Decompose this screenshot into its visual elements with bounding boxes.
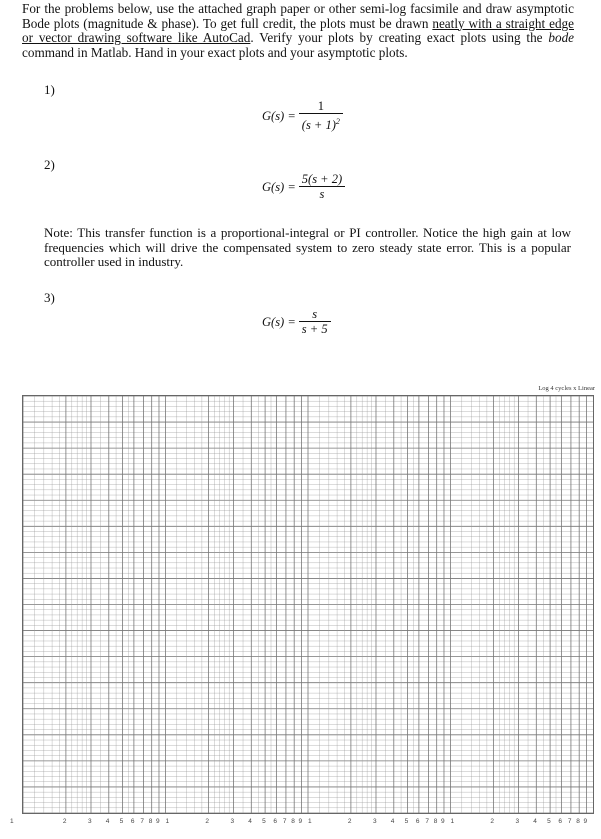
log-tick-label: 7 (425, 818, 430, 825)
log-tick-label: 8 (291, 818, 295, 825)
log-tick-label: 9 (583, 818, 588, 825)
log-tick-label: 5 (262, 818, 266, 825)
problem-3-fraction (299, 307, 331, 337)
log-tick-label: 1 (165, 818, 170, 825)
pi-controller-note: Note: This transfer function is a proportional-integral or PI controller. Notice the high gain at low frequencies which will drive the compensated system to zero steady state error. This is a popular controller used in industry. (44, 225, 571, 270)
problem-3-equation (262, 307, 331, 337)
semilog-graph-paper (22, 395, 594, 814)
log-tick-label: 9 (298, 818, 303, 825)
problem-3-lhs: G(s) = (262, 314, 296, 329)
log-tick-label: 2 (205, 818, 210, 825)
log-tick-label: 2 (347, 818, 352, 825)
log-tick-label: 6 (130, 818, 135, 825)
log-tick-label: 1 (10, 818, 14, 825)
log-tick-label: 6 (415, 818, 420, 825)
problem-1-exponent: 2 (335, 117, 340, 126)
log-tick-label: 5 (547, 818, 551, 825)
problem-2-denominator: s (319, 187, 325, 201)
problem-1-fraction (299, 99, 343, 133)
problem-3-number: 3) (44, 290, 55, 305)
log-tick-label: 3 (230, 818, 235, 825)
log-tick-label: 4 (390, 818, 395, 825)
log-tick-label: 5 (119, 818, 124, 825)
instructions-text-2: . Verify your plots by creating exact plots using the (250, 30, 549, 46)
problem-1-lhs: G(s) = (262, 108, 296, 123)
instructions-paragraph (22, 2, 574, 60)
problem-1-equation (262, 99, 343, 133)
log-tick-label: 8 (433, 818, 438, 825)
log-tick-label: 1 (450, 818, 455, 825)
log-tick-label: 2 (62, 818, 67, 825)
log-tick-label: 9 (155, 818, 160, 825)
problem-3-denominator: s + 5 (301, 322, 328, 336)
log-axis-tick-labels (0, 818, 601, 830)
log-tick-label: 4 (533, 818, 537, 825)
log-tick-label: 7 (140, 818, 145, 825)
log-tick-label: 4 (105, 818, 110, 825)
log-tick-label: 7 (282, 818, 287, 825)
log-tick-label: 3 (515, 818, 520, 825)
problem-2-equation (262, 172, 345, 202)
log-tick-label: 5 (404, 818, 409, 825)
problem-3-numerator: s (312, 307, 318, 321)
log-tick-label: 8 (576, 818, 580, 825)
problem-1-numerator: 1 (317, 99, 324, 113)
log-tick-label: 9 (440, 818, 445, 825)
problem-1-denominator-wrap (299, 114, 343, 133)
log-tick-label: 6 (273, 818, 277, 825)
problem-1-denominator: (s + 1) (301, 118, 336, 133)
semilog-grid (23, 396, 593, 813)
problem-2-fraction (299, 172, 345, 202)
log-tick-label: 6 (558, 818, 562, 825)
instructions-underlined: neatly with a straight edge or vector drawing software like AutoCad (22, 15, 574, 46)
log-tick-label: 3 (372, 818, 377, 825)
log-tick-label: 8 (148, 818, 153, 825)
problem-1-number: 1) (44, 82, 55, 97)
log-tick-label: 4 (248, 818, 252, 825)
log-tick-label: 3 (87, 818, 92, 825)
graph-paper-title: Log 4 cycles x Linear (538, 385, 595, 392)
log-tick-label: 2 (490, 818, 495, 825)
problem-2-lhs: G(s) = (262, 179, 296, 194)
bode-command: bode (548, 30, 575, 46)
instructions-text-1: For the problems below, use the attached graph paper or other semi-log facsimile and draw asymptotic Bode plots (magnitude & phase). To get full credit, the plots must be drawn (22, 1, 574, 31)
problem-2-numerator: 5(s + 2) (301, 172, 343, 186)
log-tick-label: 7 (567, 818, 572, 825)
problem-2-number: 2) (44, 157, 55, 172)
log-tick-label: 1 (308, 818, 312, 825)
instructions-text-3: command in Matlab. Hand in your exact plots and your asymptotic plots. (22, 44, 408, 60)
